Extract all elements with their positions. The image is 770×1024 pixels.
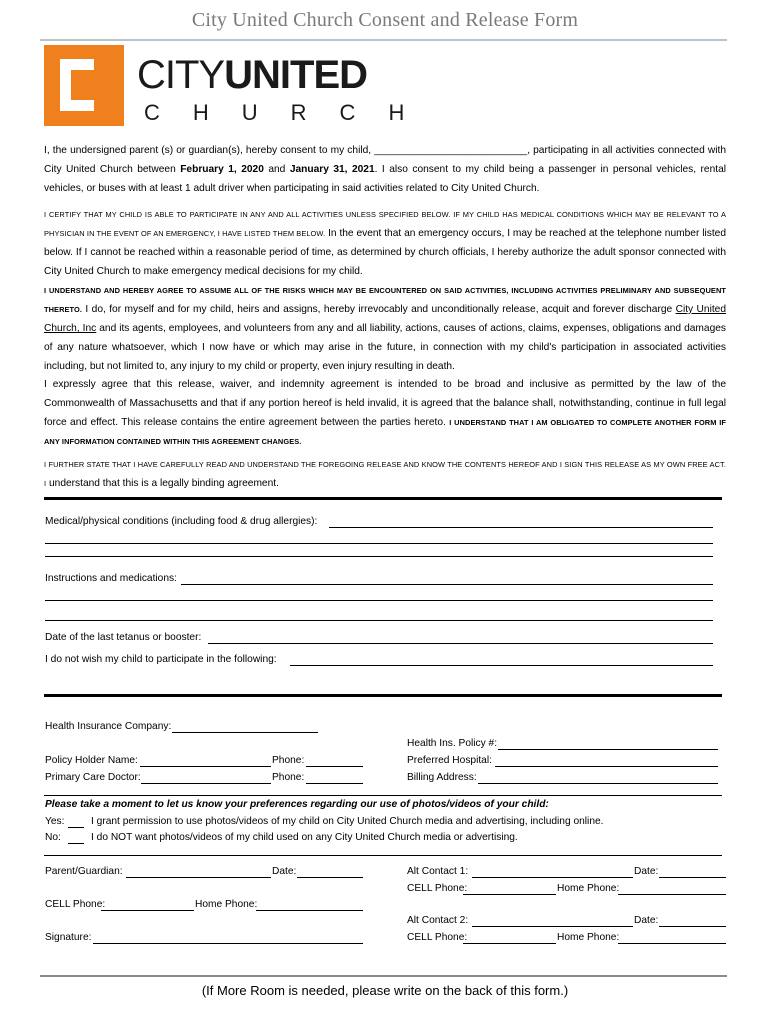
logo-city: CITY (137, 53, 225, 97)
policy-holder-phone-field[interactable] (306, 766, 363, 767)
alt-contact-1-field[interactable] (472, 877, 633, 878)
parent-cell-label: CELL Phone: (45, 899, 106, 910)
alt-contact-2-date-label: Date: (634, 915, 659, 926)
parent-guardian-field[interactable] (126, 877, 271, 878)
medical-authorization-paragraph (44, 205, 726, 281)
policy-holder-label: Policy Holder Name: (45, 755, 138, 766)
section-divider-3 (44, 795, 722, 796)
no-participate-label: I do not wish my child to participate in the following: (45, 654, 277, 665)
alt-contact-1-label: Alt Contact 1: (407, 866, 469, 877)
insurance-company-field[interactable] (172, 732, 318, 733)
alt-contact-1-date-field[interactable] (659, 877, 726, 878)
doctor-phone-label: Phone: (272, 772, 305, 783)
photo-no-label: No: (45, 832, 61, 843)
assume-risks-caps: I UNDERSTAND AND HEREBY AGREE TO ASSUME ALL OF THE RISKS WHICH MAY BE ENCOUNTERED ON SAID ACTIVITIES, INCLUDING ACTIVITIES PRELIMINARY AND SUBSEQUENT THERETO. (44, 286, 726, 314)
photo-no-field[interactable] (68, 843, 84, 844)
doctor-phone-field[interactable] (306, 783, 363, 784)
policy-number-label: Health Ins. Policy #: (407, 738, 498, 749)
medical-conditions-label: Medical/physical conditions (including food & drug allergies): (45, 516, 318, 527)
alt-contact-2-date-field[interactable] (659, 926, 726, 927)
parent-guardian-label: Parent/Guardian: (45, 866, 123, 877)
end-date: January 31, 2021 (289, 164, 375, 175)
hospital-field[interactable] (495, 766, 718, 767)
tetanus-label: Date of the last tetanus or booster: (45, 632, 202, 643)
logo-church: CHURCH (144, 100, 438, 125)
photo-preference-prompt: Please take a moment to let us know your preferences regarding our use of photos/videos of your child: (45, 799, 549, 810)
section-divider-4 (44, 855, 722, 856)
tetanus-field[interactable] (208, 643, 713, 644)
photo-yes-field[interactable] (68, 827, 84, 828)
indemnity-text: I expressly agree that this release, waiver, and indemnity agreement is intended to be broad and inclusive as permitted by the law of the Commonwealth of Massachusetts and that if any portion hereof is held invalid, it is agreed that the balance shall, notwithstanding, continue in full legal force and effect. This release contains the entire agreement between the parties hereto. (44, 379, 726, 428)
doctor-label: Primary Care Doctor: (45, 772, 141, 783)
alt-contact-2-label: Alt Contact 2: (407, 915, 469, 926)
certify-caps: I CERTIFY THAT MY CHILD IS ABLE TO PARTICIPATE IN ANY AND ALL ACTIVITIES UNLESS SPECIFIED BELOW. IF MY CHILD HAS MEDICAL CONDITIONS WHICH MAY BE RELEVANT TO A PHYSICIAN IN THE EVENT OF AN EMERGENCY, I HAVE LISTED THEM BELOW. (44, 210, 726, 238)
medical-conditions-line-2[interactable] (45, 543, 713, 544)
policy-holder-field[interactable] (140, 766, 271, 767)
release-paragraph (44, 281, 726, 376)
further-state-caps: I FURTHER STATE THAT I HAVE CAREFULLY READ AND UNDERSTAND THE FOREGOING RELEASE AND KNOW THE CONTENTS HEREOF AND I SIGN THIS RELEASE AS MY OWN FREE ACT. I (44, 460, 726, 488)
church-name-link: City United Church, Inc (44, 304, 727, 334)
logo-c-mark (60, 59, 94, 111)
medical-auth-text: In the event that an emergency occurs, I may be reached at the telephone number listed below. If I cannot be reached within a reasonable period of time, as determined by church officials, I hereby authorize the adult sponsor connected with City United Church to make emergency medical decisions for my child. (44, 228, 726, 277)
doctor-field[interactable] (141, 783, 271, 784)
policy-holder-phone-label: Phone: (272, 755, 305, 766)
alt-1-cell-label: CELL Phone: (407, 883, 468, 894)
consent-paragraph (44, 141, 726, 198)
start-date: February 1, 2020 (180, 164, 264, 175)
consent-text-a: I, the undersigned parent (s) or guardian(s), hereby consent to my child, ___________________________, participating in all activities connected with City United Church between (44, 145, 726, 175)
section-divider (44, 497, 722, 500)
alt-1-home-field[interactable] (618, 894, 726, 895)
parent-home-label: Home Phone: (195, 899, 258, 910)
photo-yes-label: Yes: (45, 816, 65, 827)
alt-contact-1-date-label: Date: (634, 866, 659, 877)
release-text: I do, for myself and for my child, heirs and assigns, hereby irrevocably and unconditionally release, acquit and forever discharge (82, 304, 676, 315)
logo-wordmark (137, 53, 367, 98)
insurance-company-label: Health Insurance Company: (45, 721, 172, 732)
instructions-field[interactable] (181, 584, 713, 585)
medical-conditions-field[interactable] (329, 527, 713, 528)
footer-note: (If More Room is needed, please write on the back of this form.) (201, 983, 569, 998)
title-divider (40, 39, 727, 41)
no-participate-field[interactable] (290, 665, 713, 666)
section-divider-2 (44, 694, 722, 697)
alt-2-home-label: Home Phone: (557, 932, 620, 943)
obligation-caps: I UNDERSTAND THAT I AM OBLIGATED TO COMPLETE ANOTHER FORM IF ANY INFORMATION CONTAINED WITHIN THIS AGREEMENT CHANGES. (44, 418, 726, 446)
consent-text-b: . I also consent to my child being a passenger in personal vehicles, rental vehicles, or buses with at least 1 adult driver when participating in said activities related to City United Church. (44, 164, 726, 194)
parent-date-field[interactable] (297, 877, 363, 878)
medical-conditions-line-3[interactable] (45, 556, 713, 557)
signature-field[interactable] (93, 943, 363, 944)
alt-2-home-field[interactable] (618, 943, 726, 944)
instructions-line-2[interactable] (45, 600, 713, 601)
release-text-2: and its agents, employees, and volunteers from any and all liability, actions, causes of actions, claims, expenses, obligations and damages of any nature whatsoever, which I now have or which may arise in the future, in connection with my child's participation in associated activities including, but not limited to, any injury to my child or property, even injury resulting in death. (44, 323, 726, 372)
billing-label: Billing Address: (407, 772, 477, 783)
alt-1-home-label: Home Phone: (557, 883, 620, 894)
consent-and: and (263, 164, 290, 175)
binding-text: understand that this is a legally binding agreement. (46, 478, 279, 489)
instructions-label: Instructions and medications: (45, 573, 177, 584)
alt-2-cell-field[interactable] (463, 943, 556, 944)
billing-field[interactable] (478, 783, 718, 784)
parent-cell-field[interactable] (101, 910, 194, 911)
footer-divider (40, 975, 727, 977)
logo-united: UNITED (224, 53, 368, 97)
instructions-line-3[interactable] (45, 620, 713, 621)
parent-home-field[interactable] (256, 910, 363, 911)
alt-2-cell-label: CELL Phone: (407, 932, 468, 943)
photo-no-text: I do NOT want photos/videos of my child used on any City United Church media or advertising. (91, 832, 518, 843)
hospital-label: Preferred Hospital: (407, 755, 492, 766)
alt-1-cell-field[interactable] (463, 894, 556, 895)
alt-contact-2-field[interactable] (472, 926, 633, 927)
policy-number-field[interactable] (498, 749, 718, 750)
photo-yes-text: I grant permission to use photos/videos of my child on City United Church media and advertising, including online. (91, 816, 604, 827)
signature-label: Signature: (45, 932, 92, 943)
form-title: City United Church Consent and Release Form (191, 9, 579, 31)
indemnity-paragraph (44, 375, 726, 451)
acknowledgement-paragraph (44, 455, 726, 493)
parent-date-label: Date: (272, 866, 297, 877)
